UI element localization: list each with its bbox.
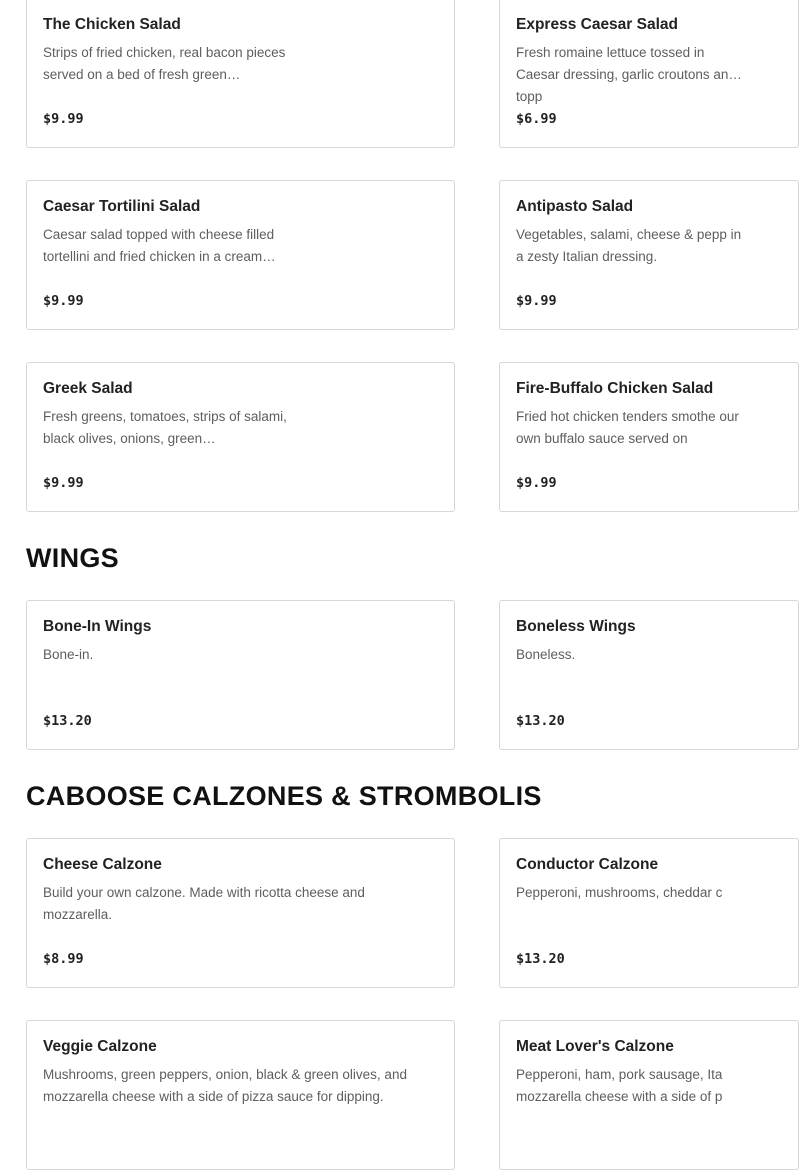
menu-item-card[interactable]	[499, 362, 799, 512]
menu-item-name: Express Caesar Salad	[516, 16, 678, 33]
menu-item-card[interactable]	[26, 838, 455, 988]
menu-item-price: $8.99	[43, 951, 84, 967]
menu-item-description: Caesar salad topped with cheese filled tortellini and fried chicken in a cream…	[43, 227, 276, 264]
menu-item-description: Mushrooms, green peppers, onion, black & green olives, and mozzarella cheese with a side of pizza sauce for dipping.	[43, 1067, 407, 1104]
menu-item-description: Pepperoni, ham, pork sausage, Ita mozzarella cheese with a side of p	[516, 1067, 723, 1104]
menu-item-price: $9.99	[516, 293, 557, 309]
menu-item-description: Vegetables, salami, cheese & pepp in a zesty Italian dressing.	[516, 227, 742, 264]
menu-item-price: $9.99	[516, 475, 557, 491]
menu-item-name: Antipasto Salad	[516, 198, 634, 215]
menu-item-card[interactable]	[26, 600, 455, 750]
menu-item-name: Cheese Calzone	[43, 856, 162, 873]
menu-item-name: Meat Lover's Calzone	[516, 1038, 674, 1055]
menu-item-description: Boneless.	[516, 647, 576, 662]
menu-item-card[interactable]	[26, 362, 455, 512]
menu-item-description: Fresh romaine lettuce tossed in Caesar dressing, garlic croutons and topp	[516, 45, 736, 104]
menu-item-description: Strips of fried chicken, real bacon pieces served on a bed of fresh green…	[43, 45, 286, 82]
menu-item-name: Conductor Calzone	[516, 856, 659, 873]
menu-item-price: $13.20	[516, 713, 565, 729]
menu-item-card[interactable]	[26, 1020, 455, 1170]
menu-item-description: Fresh greens, tomatoes, strips of salami, black olives, onions, green…	[43, 409, 287, 446]
section-title-wings: WINGS	[26, 543, 119, 573]
menu-item-price: $9.99	[43, 111, 84, 127]
menu-item-card[interactable]	[499, 838, 799, 988]
menu-item-name: Fire-Buffalo Chicken Salad	[516, 380, 714, 397]
menu-item-name: Bone-In Wings	[43, 618, 152, 635]
menu-item-card[interactable]	[26, 180, 455, 330]
menu-item-description: Build your own calzone. Made with ricotta cheese and mozzarella.	[43, 885, 365, 922]
menu-item-name: Veggie Calzone	[43, 1038, 157, 1055]
menu-item-card[interactable]	[499, 600, 799, 750]
menu-item-price: $13.20	[516, 951, 565, 967]
menu-item-card[interactable]	[499, 180, 799, 330]
menu-item-card[interactable]	[499, 1020, 799, 1170]
menu-item-card[interactable]	[26, 0, 455, 148]
menu-item-price: $9.99	[43, 475, 84, 491]
section-title-calzones: CABOOSE CALZONES & STROMBOLIS	[26, 781, 542, 811]
menu-item-name: Boneless Wings	[516, 618, 636, 635]
menu-item-description: Bone-in.	[43, 647, 94, 662]
menu-item-card[interactable]	[499, 0, 799, 148]
menu-item-description: Pepperoni, mushrooms, cheddar c	[516, 885, 723, 900]
menu-item-name: The Chicken Salad	[43, 16, 181, 33]
menu-item-price: $13.20	[43, 713, 92, 729]
menu-item-name: Caesar Tortilini Salad	[43, 198, 201, 215]
menu-item-name: Greek Salad	[43, 380, 133, 397]
menu-item-price: $9.99	[43, 293, 84, 309]
menu-item-description: Fried hot chicken tenders smothe our own buffalo sauce served on	[516, 409, 739, 446]
menu-item-price: $6.99	[516, 111, 557, 127]
